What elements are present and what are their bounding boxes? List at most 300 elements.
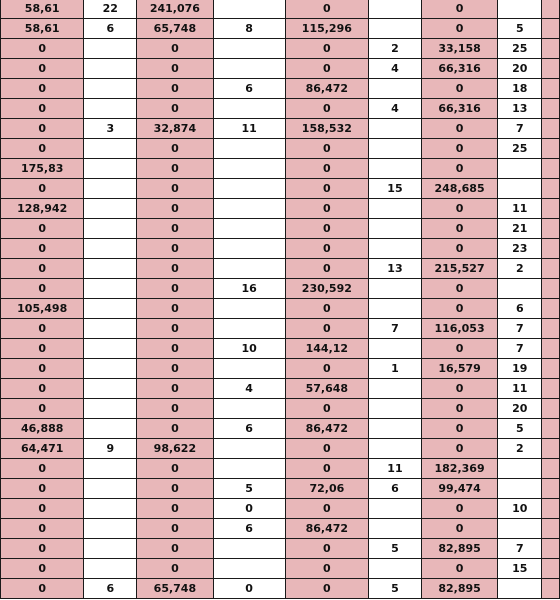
table-cell[interactable]: 115,296 [285,19,368,39]
table-cell[interactable]: 7 [498,539,542,559]
table-cell[interactable]: 0 [137,279,213,299]
table-cell[interactable]: 0 [137,99,213,119]
table-cell[interactable]: 13 [369,259,422,279]
table-cell[interactable] [369,139,422,159]
table-cell[interactable] [84,259,137,279]
table-row [1,19,560,39]
table-cell[interactable] [542,259,560,279]
table-cell[interactable]: 0 [137,219,213,239]
table-cell[interactable]: 0 [137,179,213,199]
table-cell[interactable]: 32,874 [137,119,213,139]
table-cell[interactable]: 116,053 [421,319,497,339]
table-cell[interactable]: 82,895 [421,579,497,599]
table-row [1,319,560,339]
table-cell[interactable]: 4 [369,99,422,119]
table-cell[interactable]: 0 [137,299,213,319]
table-cell[interactable]: 0 [285,99,368,119]
table-cell[interactable]: 64,471 [1,439,84,459]
table-cell[interactable] [498,579,542,599]
table-cell[interactable]: 0 [285,359,368,379]
table-cell[interactable] [213,299,285,319]
table-cell[interactable]: 0 [285,139,368,159]
table-cell[interactable] [498,0,542,19]
table-cell[interactable]: 0 [137,79,213,99]
table-cell[interactable] [84,159,137,179]
table-cell[interactable] [213,59,285,79]
table-row [1,59,560,79]
table-cell[interactable]: 1 [369,359,422,379]
table-cell[interactable]: 0 [421,0,497,19]
table-row [1,479,560,499]
table-cell[interactable]: 0 [421,559,497,579]
table-cell[interactable] [542,219,560,239]
table-cell[interactable] [369,279,422,299]
table-cell[interactable] [84,79,137,99]
table-cell[interactable]: 6 [213,79,285,99]
table-cell[interactable] [498,459,542,479]
table-cell[interactable] [84,379,137,399]
table-cell[interactable]: 11 [369,459,422,479]
table-cell[interactable]: 175,83 [1,159,84,179]
table-cell[interactable] [213,559,285,579]
table-cell[interactable]: 7 [498,119,542,139]
table-cell[interactable]: 0 [1,579,84,599]
table-cell[interactable]: 0 [421,79,497,99]
table-row [1,139,560,159]
table-cell[interactable]: 0 [137,339,213,359]
table-cell[interactable]: 0 [137,59,213,79]
table-cell[interactable]: 15 [369,179,422,199]
table-cell[interactable]: 2 [498,439,542,459]
table-cell[interactable]: 0 [421,439,497,459]
table-cell[interactable]: 0 [1,479,84,499]
spreadsheet-body [1,0,560,599]
table-cell[interactable] [498,519,542,539]
table-cell[interactable] [213,139,285,159]
table-cell[interactable] [84,219,137,239]
table-cell[interactable] [84,419,137,439]
table-cell[interactable] [213,179,285,199]
table-cell[interactable] [84,339,137,359]
table-cell[interactable] [213,319,285,339]
table-cell[interactable]: 0 [137,499,213,519]
table-cell[interactable]: 98,622 [137,439,213,459]
table-cell[interactable]: 4 [369,59,422,79]
table-cell[interactable]: 25 [498,139,542,159]
table-cell[interactable]: 11 [213,119,285,139]
table-cell[interactable]: 0 [137,479,213,499]
table-cell[interactable]: 0 [421,499,497,519]
table-cell[interactable]: 0 [285,539,368,559]
table-cell[interactable]: 144,12 [285,339,368,359]
table-row [1,359,560,379]
table-cell[interactable]: 182,369 [421,459,497,479]
table-cell[interactable]: 0 [421,219,497,239]
table-cell[interactable]: 57,648 [285,379,368,399]
table-cell[interactable] [542,59,560,79]
table-cell[interactable]: 0 [137,559,213,579]
table-cell[interactable]: 0 [421,239,497,259]
table-cell[interactable] [213,0,285,19]
table-row [1,239,560,259]
table-cell[interactable]: 10 [213,339,285,359]
table-cell[interactable]: 0 [213,499,285,519]
table-cell[interactable] [84,399,137,419]
table-cell[interactable]: 20 [498,59,542,79]
table-cell[interactable]: 0 [421,419,497,439]
table-cell[interactable] [542,579,560,599]
table-cell[interactable]: 0 [285,39,368,59]
table-cell[interactable] [84,179,137,199]
table-cell[interactable] [542,0,560,19]
table-cell[interactable]: 0 [1,119,84,139]
table-cell[interactable]: 0 [285,179,368,199]
table-cell[interactable]: 0 [285,559,368,579]
table-cell[interactable]: 0 [1,319,84,339]
table-cell[interactable]: 5 [213,479,285,499]
table-cell[interactable] [213,399,285,419]
table-cell[interactable]: 58,61 [1,19,84,39]
table-cell[interactable]: 0 [285,319,368,339]
table-cell[interactable] [213,439,285,459]
table-cell[interactable] [542,119,560,139]
table-cell[interactable] [542,439,560,459]
table-cell[interactable] [369,399,422,419]
table-cell[interactable]: 0 [285,459,368,479]
table-cell[interactable] [84,279,137,299]
table-cell[interactable] [213,239,285,259]
table-cell[interactable]: 66,316 [421,99,497,119]
table-cell[interactable] [213,99,285,119]
table-cell[interactable]: 58,61 [1,0,84,19]
table-cell[interactable] [369,219,422,239]
table-cell[interactable]: 0 [421,379,497,399]
table-row [1,39,560,59]
table-cell[interactable]: 33,158 [421,39,497,59]
table-row [1,559,560,579]
table-cell[interactable]: 0 [137,159,213,179]
table-cell[interactable]: 0 [1,359,84,379]
table-cell[interactable]: 0 [421,519,497,539]
table-cell[interactable]: 16 [213,279,285,299]
table-row [1,339,560,359]
table-cell[interactable]: 65,748 [137,19,213,39]
table-cell[interactable]: 3 [84,119,137,139]
table-cell[interactable]: 0 [1,399,84,419]
table-cell[interactable]: 0 [1,259,84,279]
table-cell[interactable] [369,339,422,359]
table-cell[interactable] [369,119,422,139]
table-cell[interactable]: 0 [137,319,213,339]
table-cell[interactable] [369,19,422,39]
table-cell[interactable]: 0 [1,499,84,519]
table-cell[interactable]: 46,888 [1,419,84,439]
table-cell[interactable]: 0 [421,139,497,159]
table-cell[interactable]: 7 [369,319,422,339]
table-cell[interactable]: 0 [1,519,84,539]
table-cell[interactable]: 16,579 [421,359,497,379]
table-cell[interactable] [84,319,137,339]
table-row [1,459,560,479]
table-cell[interactable] [542,39,560,59]
table-cell[interactable] [84,99,137,119]
table-cell[interactable]: 0 [1,59,84,79]
table-cell[interactable] [542,179,560,199]
table-cell[interactable]: 105,498 [1,299,84,319]
table-cell[interactable]: 22 [84,0,137,19]
table-cell[interactable]: 99,474 [421,479,497,499]
table-cell[interactable] [84,299,137,319]
table-cell[interactable]: 0 [285,259,368,279]
table-cell[interactable] [369,519,422,539]
table-cell[interactable]: 7 [498,339,542,359]
table-cell[interactable] [542,359,560,379]
table-cell[interactable] [213,539,285,559]
table-cell[interactable] [498,159,542,179]
table-cell[interactable]: 11 [498,199,542,219]
table-row [1,439,560,459]
table-cell[interactable]: 0 [285,199,368,219]
table-cell[interactable]: 6 [84,19,137,39]
table-cell[interactable]: 0 [285,579,368,599]
table-cell[interactable]: 0 [285,219,368,239]
table-cell[interactable]: 5 [498,419,542,439]
table-cell[interactable] [542,479,560,499]
table-cell[interactable] [542,499,560,519]
table-cell[interactable] [369,419,422,439]
table-cell[interactable] [498,279,542,299]
table-cell[interactable] [84,39,137,59]
table-cell[interactable]: 9 [84,439,137,459]
table-cell[interactable]: 20 [498,399,542,419]
table-cell[interactable] [84,479,137,499]
table-cell[interactable] [542,559,560,579]
table-cell[interactable]: 2 [498,259,542,279]
table-cell[interactable]: 6 [213,519,285,539]
table-cell[interactable]: 72,06 [285,479,368,499]
table-cell[interactable] [369,559,422,579]
table-cell[interactable]: 6 [84,579,137,599]
table-cell[interactable] [84,519,137,539]
table-cell[interactable] [542,79,560,99]
table-cell[interactable]: 0 [421,339,497,359]
table-cell[interactable]: 13 [498,99,542,119]
table-cell[interactable] [542,279,560,299]
table-cell[interactable] [84,559,137,579]
table-cell[interactable]: 248,685 [421,179,497,199]
table-cell[interactable] [542,239,560,259]
table-cell[interactable]: 0 [1,99,84,119]
table-cell[interactable]: 0 [1,179,84,199]
table-cell[interactable]: 10 [498,499,542,519]
table-cell[interactable]: 82,895 [421,539,497,559]
table-cell[interactable]: 0 [213,579,285,599]
table-cell[interactable]: 230,592 [285,279,368,299]
table-row [1,259,560,279]
table-cell[interactable]: 0 [1,139,84,159]
table-cell[interactable] [369,239,422,259]
table-cell[interactable] [369,159,422,179]
table-cell[interactable] [542,419,560,439]
table-row [1,539,560,559]
table-row [1,0,560,19]
table-cell[interactable]: 0 [421,159,497,179]
table-cell[interactable]: 0 [421,399,497,419]
table-cell[interactable]: 0 [421,279,497,299]
table-cell[interactable]: 0 [285,0,368,19]
table-cell[interactable] [542,339,560,359]
table-cell[interactable]: 0 [1,279,84,299]
table-cell[interactable] [213,159,285,179]
table-cell[interactable]: 0 [1,539,84,559]
table-cell[interactable]: 0 [137,139,213,159]
table-cell[interactable]: 0 [421,199,497,219]
table-row [1,99,560,119]
table-row [1,219,560,239]
table-cell[interactable] [84,499,137,519]
table-cell[interactable] [84,239,137,259]
table-cell[interactable]: 5 [369,539,422,559]
table-cell[interactable]: 5 [498,19,542,39]
table-cell[interactable] [213,259,285,279]
table-cell[interactable]: 0 [421,119,497,139]
table-cell[interactable]: 0 [285,439,368,459]
table-cell[interactable]: 0 [1,79,84,99]
table-cell[interactable]: 0 [1,339,84,359]
table-cell[interactable]: 0 [137,379,213,399]
table-row [1,419,560,439]
table-cell[interactable]: 5 [369,579,422,599]
table-row [1,519,560,539]
table-cell[interactable] [369,0,422,19]
table-cell[interactable]: 0 [1,219,84,239]
table-cell[interactable]: 0 [285,399,368,419]
table-cell[interactable] [369,199,422,219]
table-cell[interactable]: 7 [498,319,542,339]
table-cell[interactable]: 0 [1,239,84,259]
table-cell[interactable]: 21 [498,219,542,239]
table-cell[interactable] [84,459,137,479]
table-cell[interactable]: 6 [369,479,422,499]
table-cell[interactable] [213,459,285,479]
table-cell[interactable]: 86,472 [285,419,368,439]
table-cell[interactable]: 0 [137,519,213,539]
table-cell[interactable] [542,299,560,319]
table-cell[interactable] [542,139,560,159]
table-cell[interactable] [498,479,542,499]
table-cell[interactable] [84,139,137,159]
table-row [1,119,560,139]
table-cell[interactable] [542,319,560,339]
table-cell[interactable]: 0 [1,559,84,579]
table-cell[interactable]: 8 [213,19,285,39]
table-cell[interactable]: 0 [285,59,368,79]
table-cell[interactable] [369,79,422,99]
table-row [1,379,560,399]
table-cell[interactable]: 0 [137,539,213,559]
table-row [1,399,560,419]
table-cell[interactable]: 25 [498,39,542,59]
table-cell[interactable] [84,59,137,79]
table-cell[interactable]: 11 [498,379,542,399]
table-cell[interactable]: 0 [137,419,213,439]
table-cell[interactable]: 4 [213,379,285,399]
table-cell[interactable] [84,359,137,379]
table-cell[interactable]: 0 [1,459,84,479]
table-cell[interactable]: 6 [213,419,285,439]
table-cell[interactable]: 0 [285,239,368,259]
table-cell[interactable]: 0 [285,499,368,519]
table-cell[interactable]: 0 [1,379,84,399]
table-cell[interactable]: 86,472 [285,519,368,539]
table-cell[interactable]: 0 [285,159,368,179]
table-cell[interactable] [369,499,422,519]
table-cell[interactable]: 0 [421,299,497,319]
table-cell[interactable]: 0 [137,459,213,479]
table-cell[interactable] [542,459,560,479]
table-cell[interactable]: 65,748 [137,579,213,599]
table-cell[interactable] [369,379,422,399]
table-cell[interactable]: 66,316 [421,59,497,79]
table-row [1,79,560,99]
table-cell[interactable] [542,539,560,559]
table-cell[interactable]: 0 [137,359,213,379]
table-cell[interactable]: 0 [1,39,84,59]
table-cell[interactable]: 128,942 [1,199,84,219]
table-cell[interactable] [542,199,560,219]
table-cell[interactable]: 19 [498,359,542,379]
table-cell[interactable] [369,439,422,459]
table-cell[interactable]: 241,076 [137,0,213,19]
table-cell[interactable] [84,539,137,559]
table-cell[interactable]: 0 [137,259,213,279]
table-cell[interactable]: 0 [137,199,213,219]
table-cell[interactable]: 15 [498,559,542,579]
table-cell[interactable] [84,199,137,219]
table-cell[interactable]: 0 [137,39,213,59]
table-cell[interactable]: 23 [498,239,542,259]
table-cell[interactable] [213,199,285,219]
table-row [1,499,560,519]
table-cell[interactable]: 0 [421,19,497,39]
table-cell[interactable] [213,219,285,239]
table-cell[interactable] [542,519,560,539]
table-cell[interactable] [213,359,285,379]
table-cell[interactable] [542,99,560,119]
table-cell[interactable] [213,39,285,59]
table-cell[interactable]: 0 [137,399,213,419]
table-row [1,579,560,599]
table-cell[interactable] [542,399,560,419]
table-cell[interactable] [542,379,560,399]
table-row [1,159,560,179]
table-row [1,279,560,299]
table-cell[interactable]: 0 [137,239,213,259]
table-cell[interactable]: 2 [369,39,422,59]
table-cell[interactable] [542,19,560,39]
table-cell[interactable]: 158,532 [285,119,368,139]
table-cell[interactable]: 215,527 [421,259,497,279]
table-row [1,179,560,199]
table-cell[interactable]: 86,472 [285,79,368,99]
table-cell[interactable]: 18 [498,79,542,99]
table-cell[interactable] [542,159,560,179]
table-cell[interactable]: 0 [285,299,368,319]
table-cell[interactable]: 6 [498,299,542,319]
table-row [1,199,560,219]
table-cell[interactable] [498,179,542,199]
table-cell[interactable] [369,299,422,319]
